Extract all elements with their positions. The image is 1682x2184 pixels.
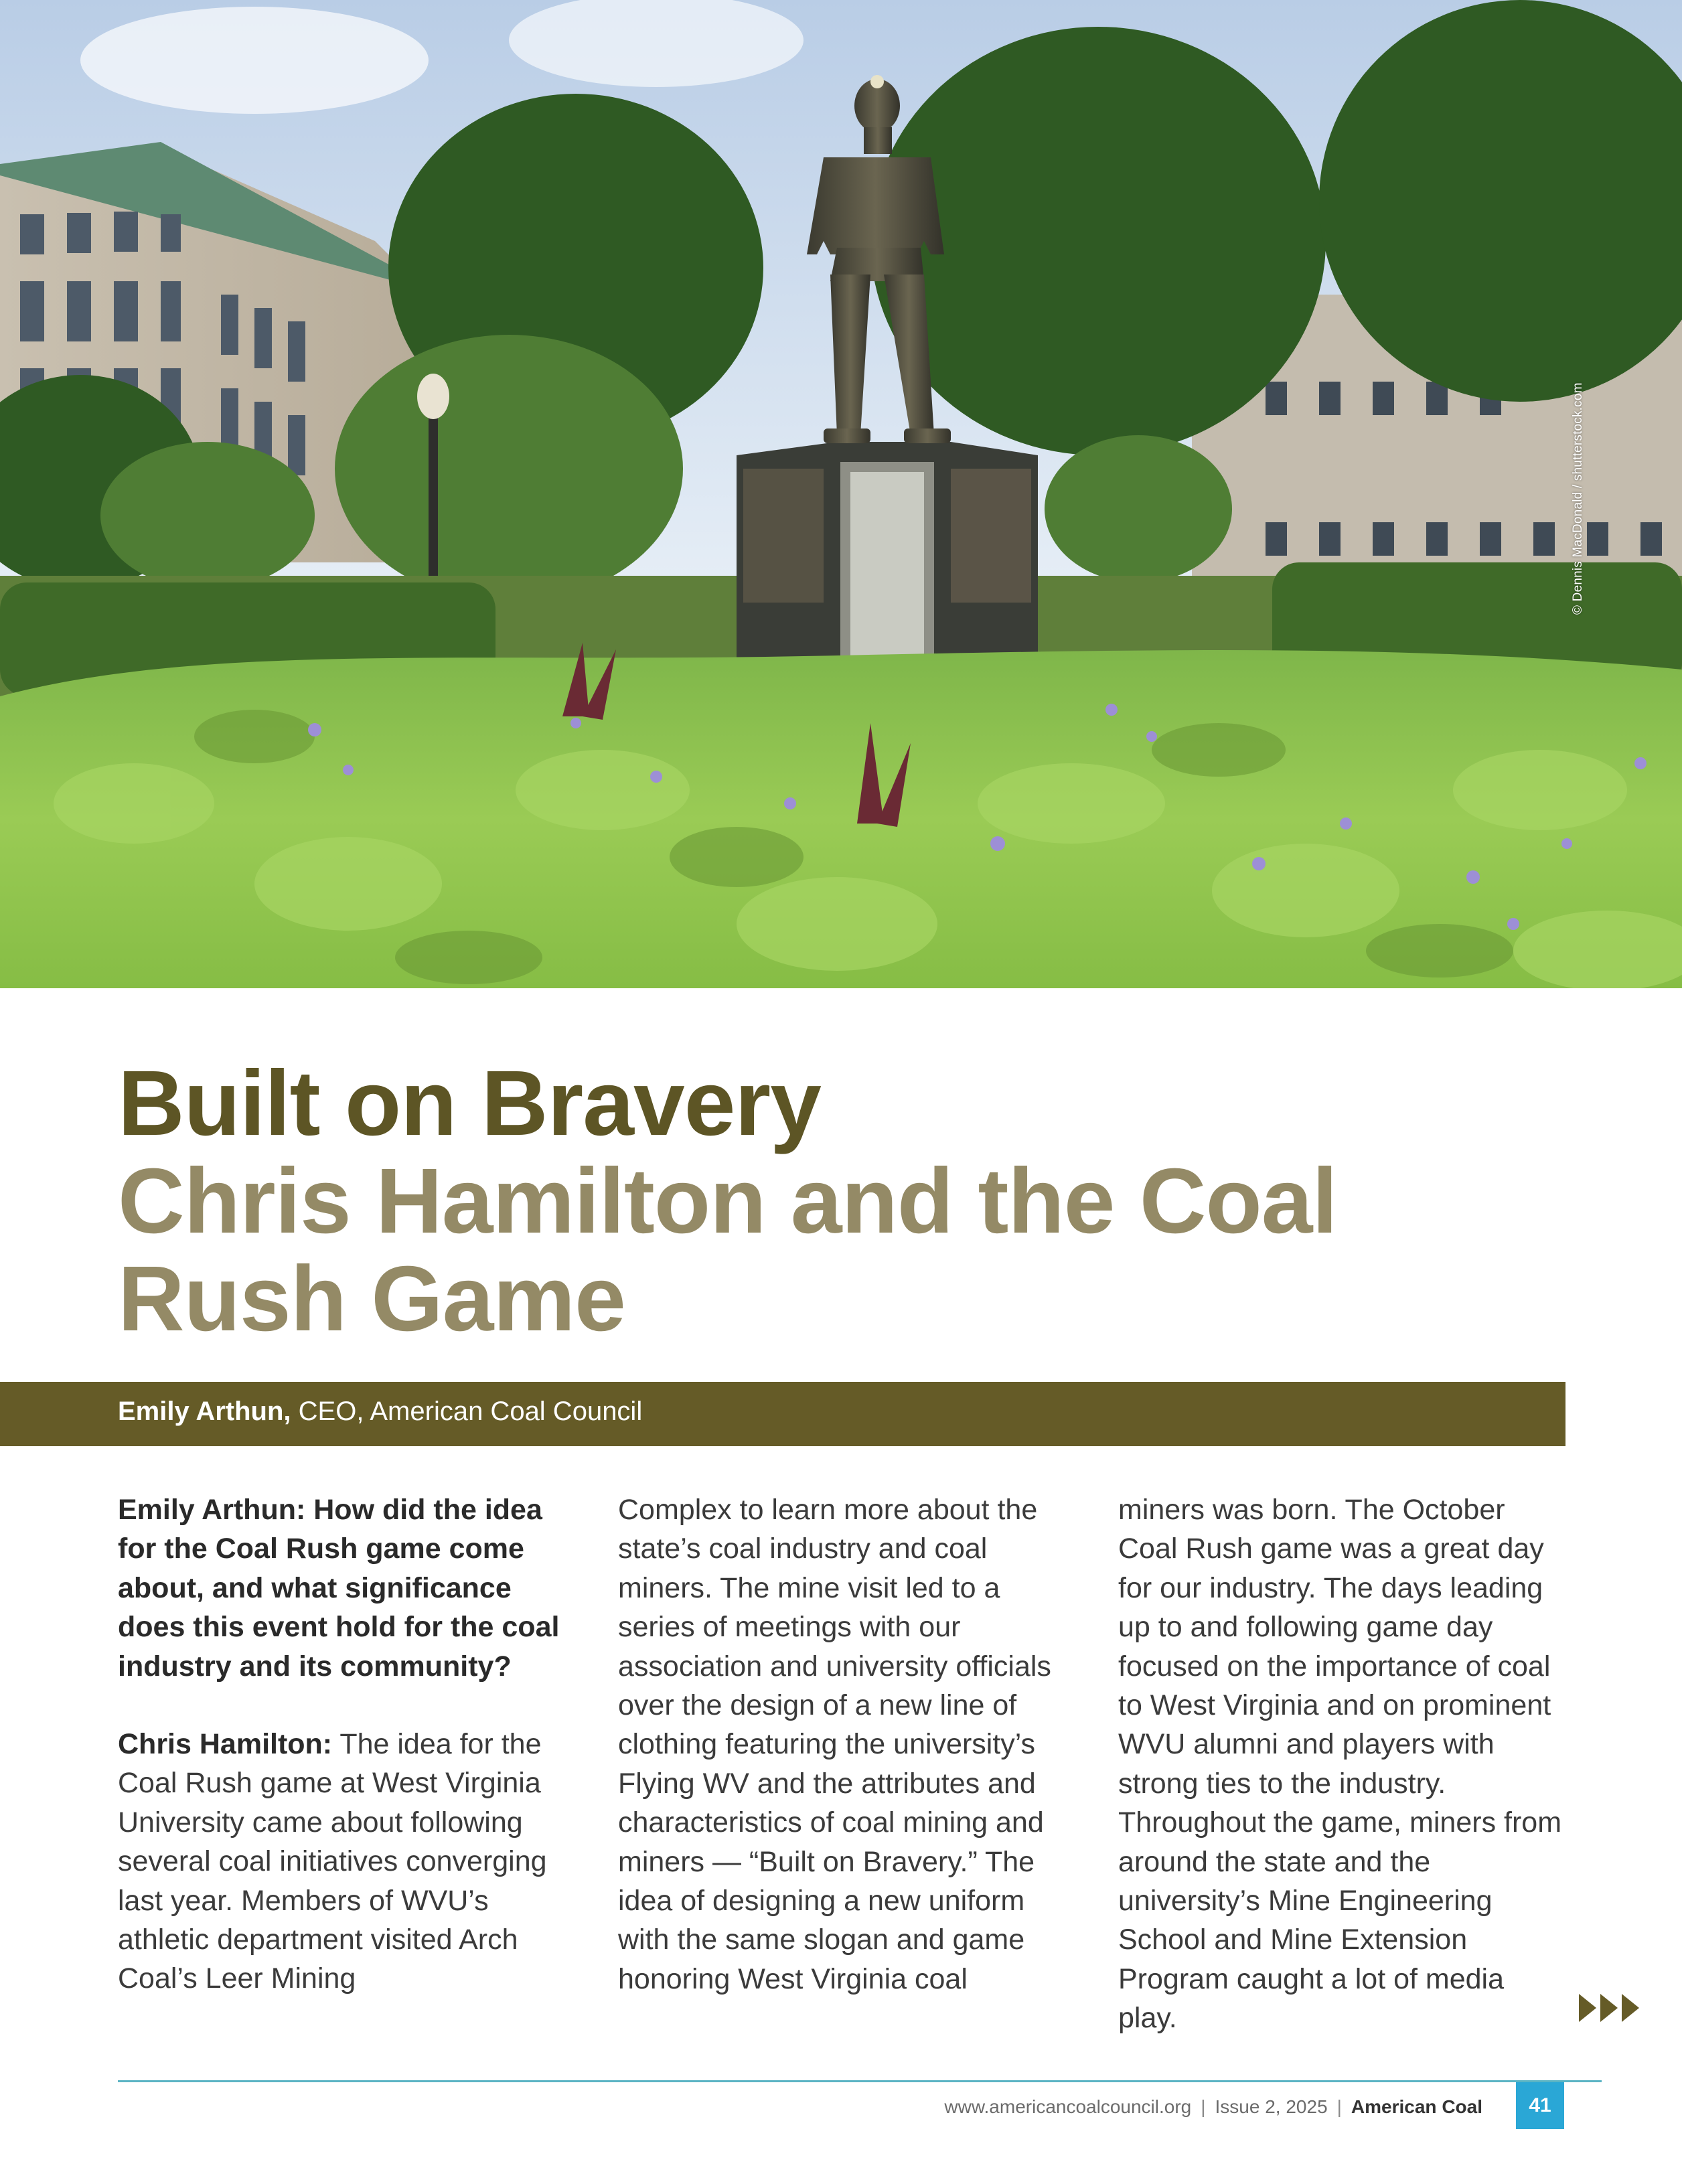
photo-credit: © Dennis MacDonald / shutterstock.com (1571, 382, 1585, 615)
byline-name: Emily Arthun, (118, 1397, 291, 1426)
byline-role: CEO, American Coal Council (298, 1397, 643, 1426)
page-number: 41 (1516, 2082, 1564, 2129)
title-line-2: Chris Hamilton and the Coal Rush Game (118, 1150, 1337, 1350)
answer-speaker: Chris Hamilton: (118, 1728, 333, 1761)
article-column-2 (618, 1490, 1067, 1999)
byline (118, 1397, 642, 1427)
answer-text-col3: miners was born. The October Coal Rush game was a great day for our industry. The days leading up to and following game day focused on the importance of coal to West Virginia and on prominent WVU alumni and players with strong ties to the industry. Throughout the game, miners from around the state and the university’s Mine Engineering School and Mine Extension Program caught a lot of media play. (1118, 1494, 1562, 2035)
footer-website[interactable]: www.americancoalcouncil.org (944, 2096, 1192, 2117)
footer-issue: Issue 2, 2025 (1215, 2096, 1328, 2117)
hero-photo (0, 0, 1682, 988)
footer-rule (118, 2080, 1602, 2082)
footer-publication: American Coal (1351, 2096, 1482, 2117)
answer-text-col1: The idea for the Coal Rush game at West Virginia University came about following several coal initiatives converging last year. Members of WVU’s athletic department visited Arch Coal’s Leer Mining (118, 1728, 547, 1995)
interview-question: Emily Arthun: How did the idea for the Coal Rush game come about, and what significance does this event hold for the coal industry and its community? (118, 1494, 560, 1683)
article-column-1 (118, 1490, 566, 1999)
statue-garden-image (0, 0, 1682, 988)
triple-arrow-right-icon (1579, 1994, 1640, 2022)
interview-answer (118, 1725, 566, 1999)
footer-info: www.americancoalcouncil.org | Issue 2, 2025 | American Coal (944, 2096, 1482, 2117)
article-title (118, 1052, 1557, 1350)
title-line-1: Built on Bravery (118, 1052, 821, 1155)
article-column-3 (1118, 1490, 1567, 2038)
answer-text-col2: Complex to learn more about the state’s coal industry and coal miners. The mine visit led to a series of meetings with our association and university officials over the design of a new line of clothing featuring the university’s Flying WV and the attributes and characteristics of coal mining and miners — “Built on Bravery.” The idea of designing a new uniform with the same slogan and game honoring West Virginia coal (618, 1494, 1051, 1995)
